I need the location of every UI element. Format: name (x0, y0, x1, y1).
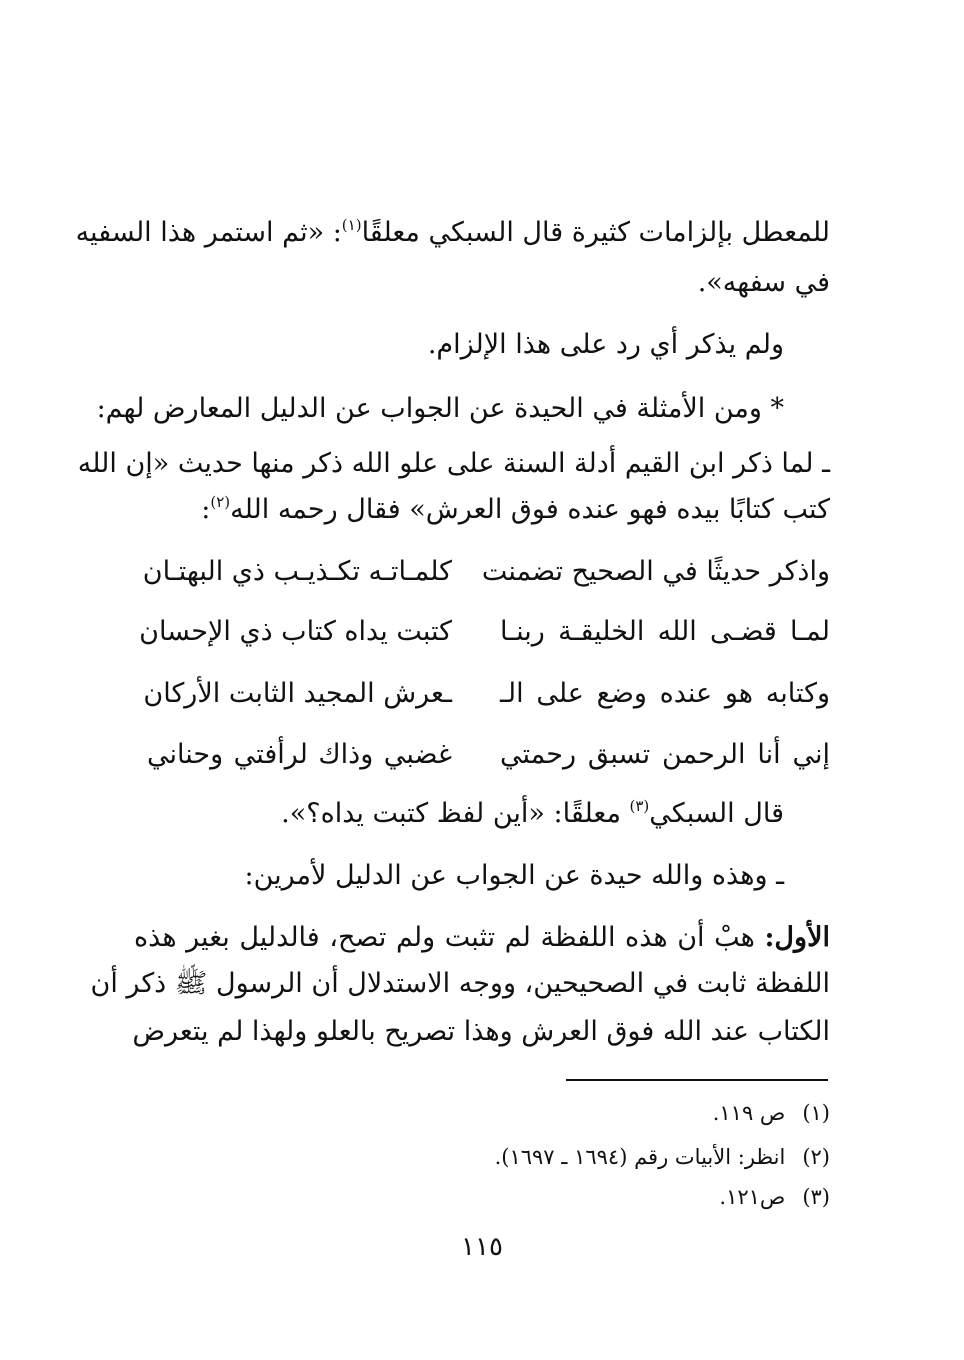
paragraph-line: ـ وهذه والله حيدة عن الجواب عن الدليل لأمرين: (244, 860, 784, 891)
text-span: قال السبكي (649, 798, 784, 829)
paragraph-line: * ومن الأمثلة في الحيدة عن الجواب عن الدليل المعارض لهم: (96, 393, 784, 424)
poem-verse-first-half: واذكر حديثًا في الصحيح تضمنت (481, 556, 830, 587)
paragraph-line: اللفظة ثابت في الصحيحين، ووجه الاستدلال أن الرسول ﷺ ذكر أن (90, 968, 830, 999)
footnote-reference[interactable]: (٣) (629, 797, 650, 815)
footnote-text: انظر: الأبيات رقم (١٦٩٤ ـ ١٦٩٧). (494, 1145, 786, 1169)
paragraph-line (134, 794, 784, 834)
point-label: الأول: (764, 922, 830, 953)
footnote (134, 1182, 830, 1212)
paragraph-line (75, 213, 830, 253)
footnote-reference[interactable]: (٢) (210, 493, 231, 511)
footnote-number: (١) (802, 1101, 830, 1125)
page-number: ١١٥ (461, 1232, 503, 1262)
text-span: كتب كتابًا بيده فهو عنده فوق العرش» فقال رحمه الله (230, 494, 830, 525)
text-span: هبْ أن هذه اللفظة لم تثبت ولم تصح، فالدليل بغير هذه (134, 922, 765, 953)
poem-verse-first-half: لمـا قضـى الله الخليقـة ربنـا (500, 616, 830, 647)
poem-verse-second-half: غضبي وذاك لرأفتي وحناني (147, 739, 452, 770)
footnote-reference[interactable]: (١) (341, 216, 362, 234)
paragraph-line: ـ لما ذكر ابن القيم أدلة السنة على علو الله ذكر منها حديث «إن الله (77, 448, 830, 479)
paragraph-line (134, 918, 830, 958)
footnote (134, 1098, 830, 1128)
poem-verse-second-half: كلمـاتـه تكـذيـب ذي البهتـان (142, 556, 452, 587)
footnote-separator (566, 1079, 828, 1081)
footnote-number: (٢) (802, 1145, 830, 1169)
paragraph-line (134, 490, 830, 530)
poem-verse-first-half: وكتابه هو عنده وضع على الـ (500, 678, 830, 709)
paragraph-line: ولم يذكر أي رد على هذا الإلزام. (427, 329, 784, 360)
paragraph-line: الكتاب عند الله فوق العرش وهذا تصريح بالعلو ولهذا لم يتعرض (132, 1016, 830, 1047)
text-span: للمعطل بإلزامات كثيرة قال السبكي معلقًا (361, 217, 830, 248)
paragraph-line: في سفهه». (697, 267, 830, 298)
text-span: : (201, 494, 211, 525)
poem-verse-first-half: إني أنا الرحمن تسبق رحمتي (500, 739, 830, 770)
poem-verse-second-half: ـعرش المجيد الثابت الأركان (143, 678, 452, 709)
footnote-text: ص ١١٩. (712, 1101, 786, 1125)
footnote (134, 1142, 830, 1172)
text-span: : «ثم استمر هذا السفيه (75, 217, 342, 248)
footnote-text: ص١٢١. (719, 1185, 786, 1209)
footnote-number: (٣) (802, 1185, 830, 1209)
text-span: معلقًا: «أين لفظ كتبت يداه؟». (281, 798, 630, 829)
poem-verse-second-half: كتبت يداه كتاب ذي الإحسان (139, 616, 452, 647)
